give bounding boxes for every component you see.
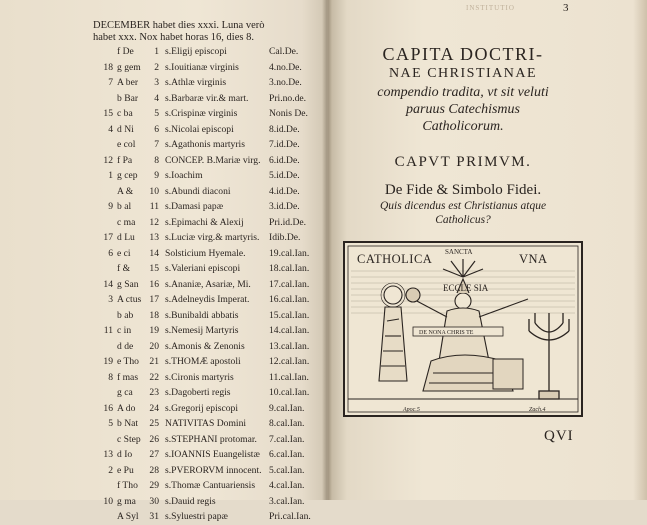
woodcut-label-catholica: CATHOLICA	[357, 252, 433, 266]
running-head: INSTITUTIO	[466, 4, 515, 12]
day-number: 18	[149, 309, 159, 321]
dominical-letter: d de	[117, 340, 134, 352]
calendar-header-line-1: DECEMBER habet dies xxxi. Luna verò	[93, 20, 265, 31]
day-number: 2	[154, 61, 159, 73]
saint-name: s.THOMÆ apostoli	[165, 356, 241, 367]
golden-number: 13	[103, 449, 113, 460]
title-line-2: NAE CHRISTIANAE	[388, 66, 538, 81]
saint-name: NATIVITAS Domini	[165, 418, 247, 429]
dominical-letter: d Ni	[117, 123, 134, 135]
day-number: 22	[149, 371, 159, 383]
golden-number: 6	[108, 247, 113, 259]
golden-number: 7	[108, 77, 113, 88]
dominical-letter: e Tho	[117, 356, 139, 367]
golden-number: 5	[108, 418, 113, 429]
day-number: 11	[149, 201, 159, 212]
question-line-1: Quis dicendus est Christianus atque	[379, 200, 547, 212]
roman-date: Pri.no.de.	[269, 92, 307, 104]
golden-number: 9	[108, 201, 113, 212]
roman-date: 11.cal.Ian.	[269, 371, 309, 383]
saint-name: s.Cironis martyris	[165, 371, 234, 383]
day-number: 6	[154, 123, 159, 135]
dominical-letter: e Pu	[117, 464, 134, 476]
saint-name: s.Barbaræ vir.& mart.	[165, 92, 249, 104]
dominical-letter: c Step	[117, 433, 141, 445]
day-number: 19	[149, 325, 159, 336]
saint-name: s.Nemesij Martyris	[165, 325, 239, 336]
dominical-letter: g gem	[117, 61, 141, 73]
saint-name: s.Amonis & Zenonis	[165, 340, 245, 352]
saint-name: s.Abundi diaconi	[165, 185, 231, 197]
dominical-letter: A ber	[117, 77, 139, 88]
saint-name: s.Epimachi & Alexij	[165, 216, 244, 228]
dominical-letter: A do	[117, 402, 136, 414]
saint-name: s.Damasi papæ	[165, 201, 224, 212]
roman-date: 8.id.De.	[269, 123, 300, 135]
golden-number: 14	[103, 278, 113, 290]
roman-date: 6.id.De.	[269, 154, 300, 166]
roman-date: Pri.cal.Ian.	[269, 511, 311, 522]
day-number: 15	[149, 263, 159, 274]
dominical-letter: d Io	[117, 449, 133, 460]
roman-date: 3.no.De.	[269, 77, 302, 88]
saint-name: s.Iouitianæ virginis	[165, 61, 239, 73]
golden-number: 16	[103, 402, 113, 414]
day-number: 27	[149, 449, 159, 460]
golden-number: 3	[108, 294, 113, 305]
dominical-letter: b ab	[117, 309, 134, 321]
roman-date: 17.cal.Ian.	[269, 278, 310, 290]
day-number: 16	[149, 278, 159, 290]
calendar-header	[93, 20, 264, 44]
woodcut-illustration	[343, 241, 583, 417]
dominical-letter: c in	[117, 325, 132, 336]
dominical-letter: A ctus	[117, 294, 142, 305]
dominical-letter: f Pa	[117, 154, 133, 166]
chapter-heading: CAPVT PRIMVM.	[394, 154, 532, 170]
woodcut-label-vna: VNA	[519, 252, 548, 266]
dominical-letter: b Nat	[117, 418, 139, 429]
roman-date: 4.id.De.	[269, 185, 300, 197]
title-line-5: Catholicorum.	[422, 119, 504, 134]
woodcut-label-apoc: Apoc.5	[403, 407, 420, 413]
day-number: 1	[154, 46, 159, 57]
saint-name: s.Agathonis martyris	[165, 139, 245, 150]
page-number: 3	[563, 2, 569, 14]
dominical-letter: f mas	[117, 371, 139, 383]
roman-date: 19.cal.Ian.	[269, 247, 310, 259]
dominical-letter: b al	[117, 201, 132, 212]
saint-name: s.Valeriani episcopi	[165, 263, 241, 274]
dominical-letter: c ba	[117, 108, 133, 119]
day-number: 13	[149, 232, 159, 243]
roman-date: 9.cal.Ian.	[269, 402, 305, 414]
roman-date: 4.cal.Ian.	[269, 480, 305, 491]
day-number: 30	[149, 495, 159, 507]
roman-date: 7.cal.Ian.	[269, 433, 305, 445]
roman-date: 7.id.De.	[269, 139, 300, 150]
day-number: 5	[154, 108, 159, 119]
saint-name: s.Ananiæ, Asariæ, Mi.	[165, 278, 251, 290]
roman-date: 5.id.De.	[269, 170, 300, 181]
question-line-2: Catholicus?	[435, 214, 491, 226]
saint-name: s.Luciæ virg.& martyris.	[165, 232, 260, 243]
roman-date: 15.cal.Ian.	[269, 309, 310, 321]
saint-name: s.Dauid regis	[165, 495, 216, 507]
saint-name: s.STEPHANI protomar.	[165, 433, 257, 445]
day-number: 28	[149, 464, 159, 476]
dominical-letter: c ma	[117, 216, 136, 228]
title-line-1: CAPITA DOCTRI-	[382, 44, 544, 64]
woodcut-label-cloth: DE NONA CHRIS TE	[419, 330, 474, 336]
golden-number: 15	[103, 108, 113, 119]
dominical-letter: e ci	[117, 247, 131, 259]
catchword: QVI	[544, 428, 574, 444]
golden-number: 19	[103, 356, 113, 367]
dominical-letter: g ma	[117, 495, 136, 507]
day-number: 4	[154, 92, 159, 104]
golden-number: 11	[103, 325, 113, 336]
saint-name: s.IOANNIS Euangelistæ	[165, 449, 260, 460]
day-number: 7	[154, 139, 159, 150]
roman-date: 10.cal.Ian.	[269, 387, 310, 398]
golden-number: 10	[103, 495, 113, 507]
roman-date: Nonis De.	[269, 108, 308, 119]
day-number: 12	[149, 216, 159, 228]
saint-name: s.PVERORVM innocent.	[165, 464, 262, 476]
roman-date: 4.no.De.	[269, 61, 302, 73]
saint-name: s.Adelneydis Imperat.	[165, 294, 250, 305]
day-number: 24	[149, 402, 159, 414]
day-number: 17	[149, 294, 159, 305]
saint-name: CONCEP. B.Mariæ virg.	[165, 154, 261, 166]
section-subtitle: De Fide & Simbolo Fidei.	[384, 182, 542, 198]
saint-name: s.Thomæ Cantuariensis	[165, 480, 256, 491]
golden-number: 4	[108, 123, 113, 135]
dominical-letter: d Lu	[117, 232, 135, 243]
roman-date: 18.cal.Ian.	[269, 263, 310, 274]
title-line-4: paruus Catechismus	[406, 102, 520, 117]
dominical-letter: b Bar	[117, 92, 139, 104]
dominical-letter: A Syl	[117, 511, 139, 522]
roman-date: 14.cal.Ian.	[269, 325, 310, 336]
dominical-letter: f Tho	[117, 480, 138, 491]
saint-name: s.Eligij episcopi	[165, 46, 227, 57]
saint-name: s.Bunibaldi abbatis	[165, 309, 239, 321]
dominical-letter: g cep	[117, 170, 138, 181]
day-number: 25	[149, 418, 159, 429]
golden-number: 18	[103, 61, 113, 73]
dominical-letter: A &	[117, 185, 134, 197]
saint-name: s.Dagoberti regis	[165, 387, 231, 398]
day-number: 8	[154, 154, 159, 166]
day-number: 26	[149, 433, 159, 445]
roman-date: Idib.De.	[269, 232, 301, 243]
dominical-letter: e col	[117, 139, 136, 150]
calendar-header-line-2: habet xxx. Nox habet horas 16, dies 8.	[93, 32, 254, 43]
roman-date: 3.cal.Ian.	[269, 495, 305, 507]
saint-name: s.Athlæ virginis	[165, 77, 227, 88]
day-number: 29	[149, 480, 159, 491]
altar-block	[493, 359, 523, 389]
title-line-3: compendio tradita, vt sit veluti	[377, 85, 549, 100]
dominical-letter: g San	[117, 278, 139, 290]
roman-date: 3.id.De.	[269, 201, 300, 212]
woodcut-label-sancta: SANCTA	[445, 248, 473, 256]
saint-name: s.Gregorij episcopi	[165, 402, 239, 414]
roman-date: Pri.id.De.	[269, 216, 307, 228]
golden-number: 1	[108, 170, 113, 181]
saint-name: s.Crispinæ virginis	[165, 108, 238, 119]
golden-number: 2	[108, 464, 113, 476]
day-number: 9	[154, 170, 159, 181]
dominical-letter: g ca	[117, 387, 133, 398]
saint-name: s.Ioachim	[165, 170, 203, 181]
saint-name: s.Nicolai episcopi	[165, 123, 234, 135]
woodcut-label-zach: Zach.4	[529, 407, 546, 413]
roman-date: 13.cal.Ian.	[269, 340, 310, 352]
dominical-letter: f De	[117, 46, 134, 57]
golden-number: 17	[103, 232, 113, 243]
roman-date: 16.cal.Ian.	[269, 294, 310, 305]
saint-name: Solsticium Hyemale.	[165, 247, 246, 259]
day-number: 10	[149, 185, 159, 197]
golden-number: 12	[103, 154, 113, 166]
day-number: 31	[149, 511, 159, 522]
roman-date: 5.cal.Ian.	[269, 464, 305, 476]
roman-date: 12.cal.Ian.	[269, 356, 310, 367]
day-number: 14	[149, 247, 159, 259]
saint-name: s.Syluestri papæ	[165, 511, 228, 522]
roman-date: 8.cal.Ian.	[269, 418, 305, 429]
golden-number: 8	[108, 371, 113, 383]
woodcut-label-ecclesia: ECCLE SIA	[443, 283, 489, 293]
day-number: 21	[149, 356, 159, 367]
dominical-letter: f &	[117, 263, 131, 274]
day-number: 23	[149, 387, 159, 398]
roman-date: 6.cal.Ian.	[269, 449, 305, 460]
roman-date: Cal.De.	[269, 46, 299, 57]
page-edge-shadow	[633, 0, 647, 500]
day-number: 20	[149, 340, 159, 352]
day-number: 3	[154, 77, 159, 88]
